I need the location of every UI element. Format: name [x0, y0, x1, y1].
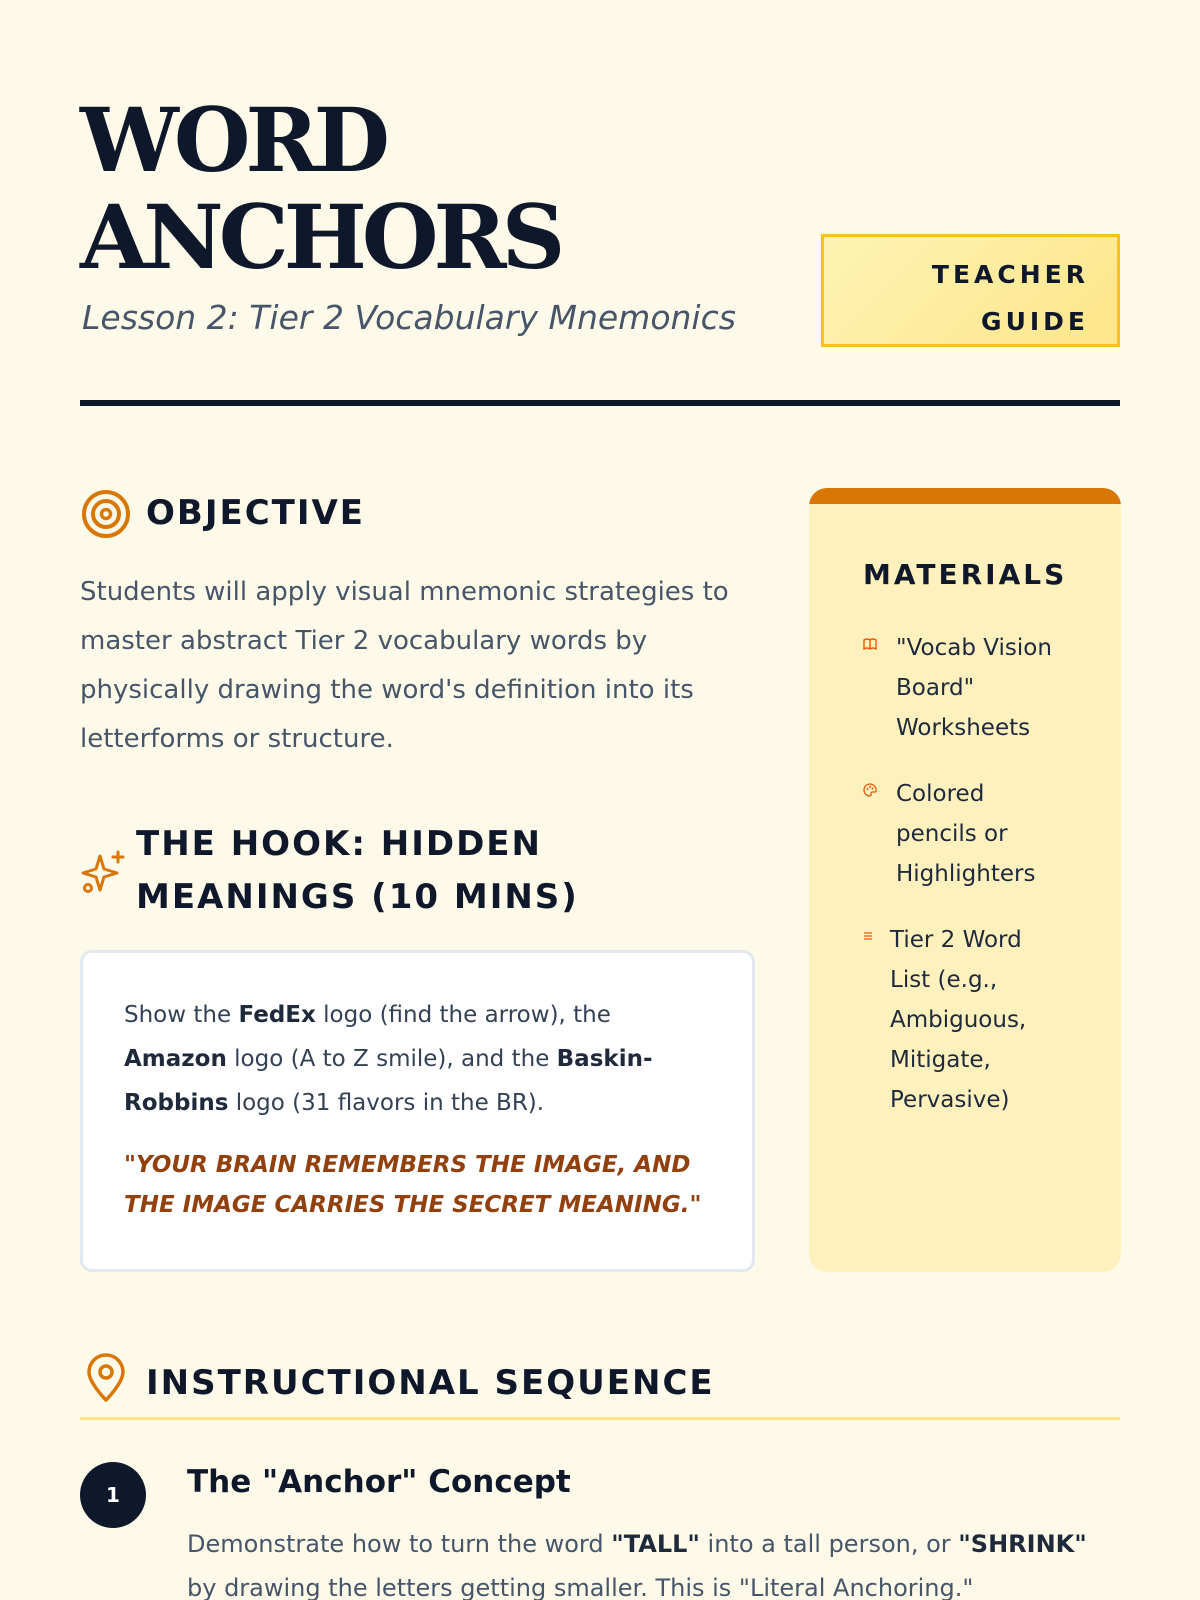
- materials-item: [863, 920, 1103, 1120]
- sparkles-icon: [80, 846, 132, 898]
- baskin-robbins-highlight: Baskin-Robbins: [124, 1046, 653, 1116]
- materials-item: [863, 628, 1103, 748]
- hook-text-part: logo (A to Z smile), and the: [226, 1046, 557, 1072]
- list-icon: [863, 929, 877, 950]
- title-line-2: ANCHORS: [80, 185, 561, 289]
- materials-list: [863, 628, 1103, 1146]
- step-body: [187, 1522, 1122, 1600]
- objective-text: Students will apply visual mnemonic strategies to master abstract Tier 2 vocabulary words by physically drawing the word's definition into its letterforms or structure.: [80, 577, 729, 754]
- hook-text-part: Show the: [124, 1002, 239, 1028]
- hook-card: [80, 950, 755, 1272]
- step-body-part: Demonstrate how to turn the word: [187, 1530, 612, 1558]
- hook-text-part: logo (31 flavors in the BR).: [228, 1090, 545, 1116]
- teacher-guide-badge: [821, 234, 1120, 347]
- header-divider: [80, 400, 1120, 406]
- badge-line-2: GUIDE: [981, 307, 1089, 336]
- amazon-highlight: Amazon: [124, 1046, 227, 1072]
- tall-highlight: "TALL": [611, 1530, 700, 1558]
- book-icon: [863, 637, 877, 658]
- objective-heading: [80, 488, 365, 540]
- page-title: [80, 88, 720, 289]
- materials-panel: [809, 488, 1121, 1272]
- sequence-title: INSTRUCTIONAL SEQUENCE: [146, 1363, 715, 1403]
- palette-icon: [863, 783, 877, 804]
- shrink-highlight: "SHRINK": [958, 1530, 1087, 1558]
- step-number: 1: [80, 1462, 146, 1528]
- materials-item: [863, 774, 1103, 894]
- materials-item-label: "Vocab Vision Board" Worksheets: [896, 635, 1052, 741]
- hook-title: THE HOOK: HIDDEN MEANINGS (10 MINS): [136, 824, 579, 917]
- materials-item-label: Colored pencils or Highlighters: [896, 781, 1036, 887]
- title-line-1: WORD: [80, 88, 385, 192]
- objective-title: OBJECTIVE: [146, 493, 366, 533]
- map-pin-icon: [80, 1352, 132, 1404]
- hook-heading: [80, 818, 760, 924]
- lesson-subtitle: Lesson 2: Tier 2 Vocabulary Mnemonics: [82, 298, 736, 337]
- badge-line-1: TEACHER: [931, 260, 1089, 289]
- step-title: The "Anchor" Concept: [187, 1464, 571, 1500]
- hook-text: [124, 993, 712, 1125]
- step-body-part: by drawing the letters getting smaller. This is "Literal Anchoring.": [187, 1574, 974, 1600]
- materials-accent-bar: [809, 488, 1121, 504]
- target-icon: [80, 488, 132, 540]
- fedex-highlight: FedEx: [238, 1002, 316, 1028]
- sequence-divider: [80, 1417, 1120, 1420]
- hook-text-part: logo (find the arrow), the: [315, 1002, 611, 1028]
- materials-item-label: Tier 2 Word List (e.g., Ambiguous, Mitigate, Pervasive): [890, 927, 1027, 1113]
- materials-title: MATERIALS: [863, 558, 1068, 591]
- step-body-part: into a tall person, or: [699, 1530, 959, 1558]
- hook-quote: "YOUR BRAIN REMEMBERS THE IMAGE, AND THE IMAGE CARRIES THE SECRET MEANING.": [124, 1152, 702, 1218]
- sequence-heading: [80, 1352, 715, 1410]
